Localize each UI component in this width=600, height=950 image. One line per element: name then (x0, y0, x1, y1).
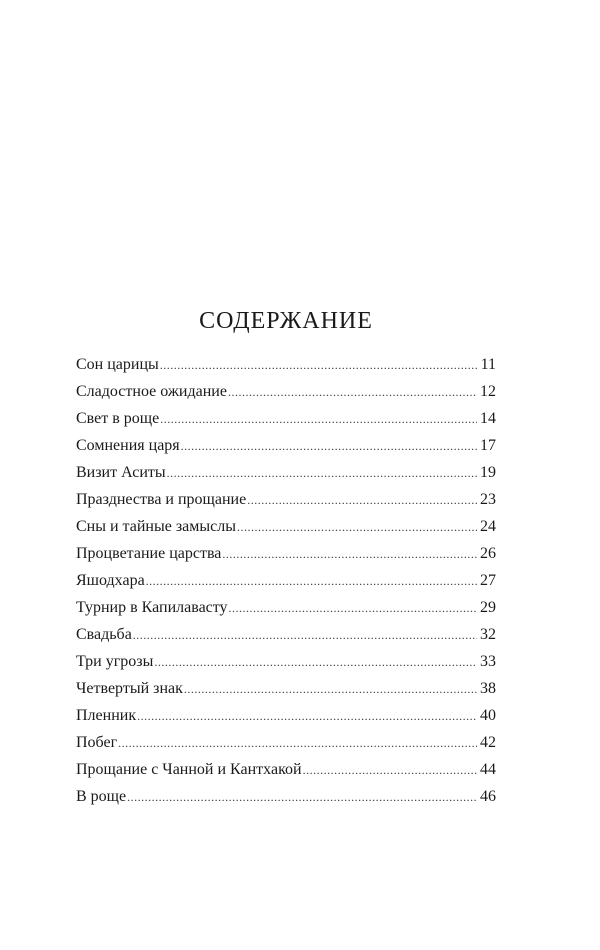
toc-entry-title: Прощание с Чанной и Кантхакой (76, 761, 302, 778)
toc-entry-title: Сомнения царя (76, 437, 180, 454)
toc-page-number: 40 (480, 707, 496, 724)
toc-page-number: 19 (480, 464, 496, 481)
toc-entry (76, 567, 496, 594)
dot-leader (228, 379, 477, 406)
toc-page-number: 14 (480, 410, 496, 427)
dot-leader (229, 595, 477, 622)
dot-leader (154, 649, 477, 676)
dot-leader (237, 514, 477, 541)
dot-leader (167, 460, 477, 487)
dot-leader (181, 433, 477, 460)
dot-leader (247, 487, 477, 514)
toc-page-number: 33 (480, 653, 496, 670)
toc-entry (76, 405, 496, 432)
toc-page-number: 23 (480, 491, 496, 508)
toc-page-number: 11 (480, 356, 496, 373)
toc-page-number: 46 (480, 788, 496, 805)
toc-entry (76, 513, 496, 540)
toc-entry (76, 378, 496, 405)
toc-page-number: 27 (480, 572, 496, 589)
dot-leader (133, 622, 477, 649)
dot-leader (222, 541, 477, 568)
toc-list (76, 351, 496, 810)
toc-page-number: 26 (480, 545, 496, 562)
dot-leader (160, 406, 477, 433)
toc-entry (76, 729, 496, 756)
dot-leader (146, 568, 477, 595)
toc-entry (76, 756, 496, 783)
toc-entry (76, 702, 496, 729)
toc-entry-title: Сны и тайные замыслы (76, 518, 236, 535)
toc-entry-title: Четвертый знак (76, 680, 183, 697)
toc-entry (76, 621, 496, 648)
toc-page-number: 24 (480, 518, 496, 535)
toc-entry (76, 594, 496, 621)
toc-entry (76, 459, 496, 486)
toc-entry-title: Свет в роще (76, 410, 160, 427)
dot-leader (184, 676, 477, 703)
toc-entry-title: В роще (76, 788, 127, 805)
toc-page-number: 38 (480, 680, 496, 697)
dot-leader (160, 352, 477, 379)
toc-entry-title: Процветание царства (76, 545, 222, 562)
toc-page-number: 29 (480, 599, 496, 616)
toc-entry-title: Празднества и прощание (76, 491, 247, 508)
toc-entry (76, 486, 496, 513)
toc-entry-title: Визит Аситы (76, 464, 166, 481)
toc-entry-title: Яшодхара (76, 572, 145, 589)
toc-page-number: 44 (480, 761, 496, 778)
toc-entry-title: Сон царицы (76, 356, 159, 373)
dot-leader (137, 703, 477, 730)
toc-entry-title: Побег (76, 734, 118, 751)
toc-page-number: 32 (480, 626, 496, 643)
toc-page-number: 17 (480, 437, 496, 454)
dot-leader (118, 730, 477, 757)
dot-leader (303, 757, 477, 784)
toc-entry-title: Три угрозы (76, 653, 154, 670)
toc-entry (76, 783, 496, 810)
toc-entry-title: Пленник (76, 707, 137, 724)
toc-entry (76, 351, 496, 378)
toc-entry (76, 540, 496, 567)
toc-page-number: 42 (480, 734, 496, 751)
toc-page-number: 12 (480, 383, 496, 400)
dot-leader (127, 784, 477, 811)
toc-entry-title: Турнир в Капилавасту (76, 599, 228, 616)
toc-entry-title: Сладостное ожидание (76, 383, 227, 400)
toc-entry (76, 675, 496, 702)
toc-heading: СОДЕРЖАНИЕ (199, 308, 373, 334)
toc-entry (76, 432, 496, 459)
toc-entry (76, 648, 496, 675)
toc-entry-title: Свадьба (76, 626, 132, 643)
